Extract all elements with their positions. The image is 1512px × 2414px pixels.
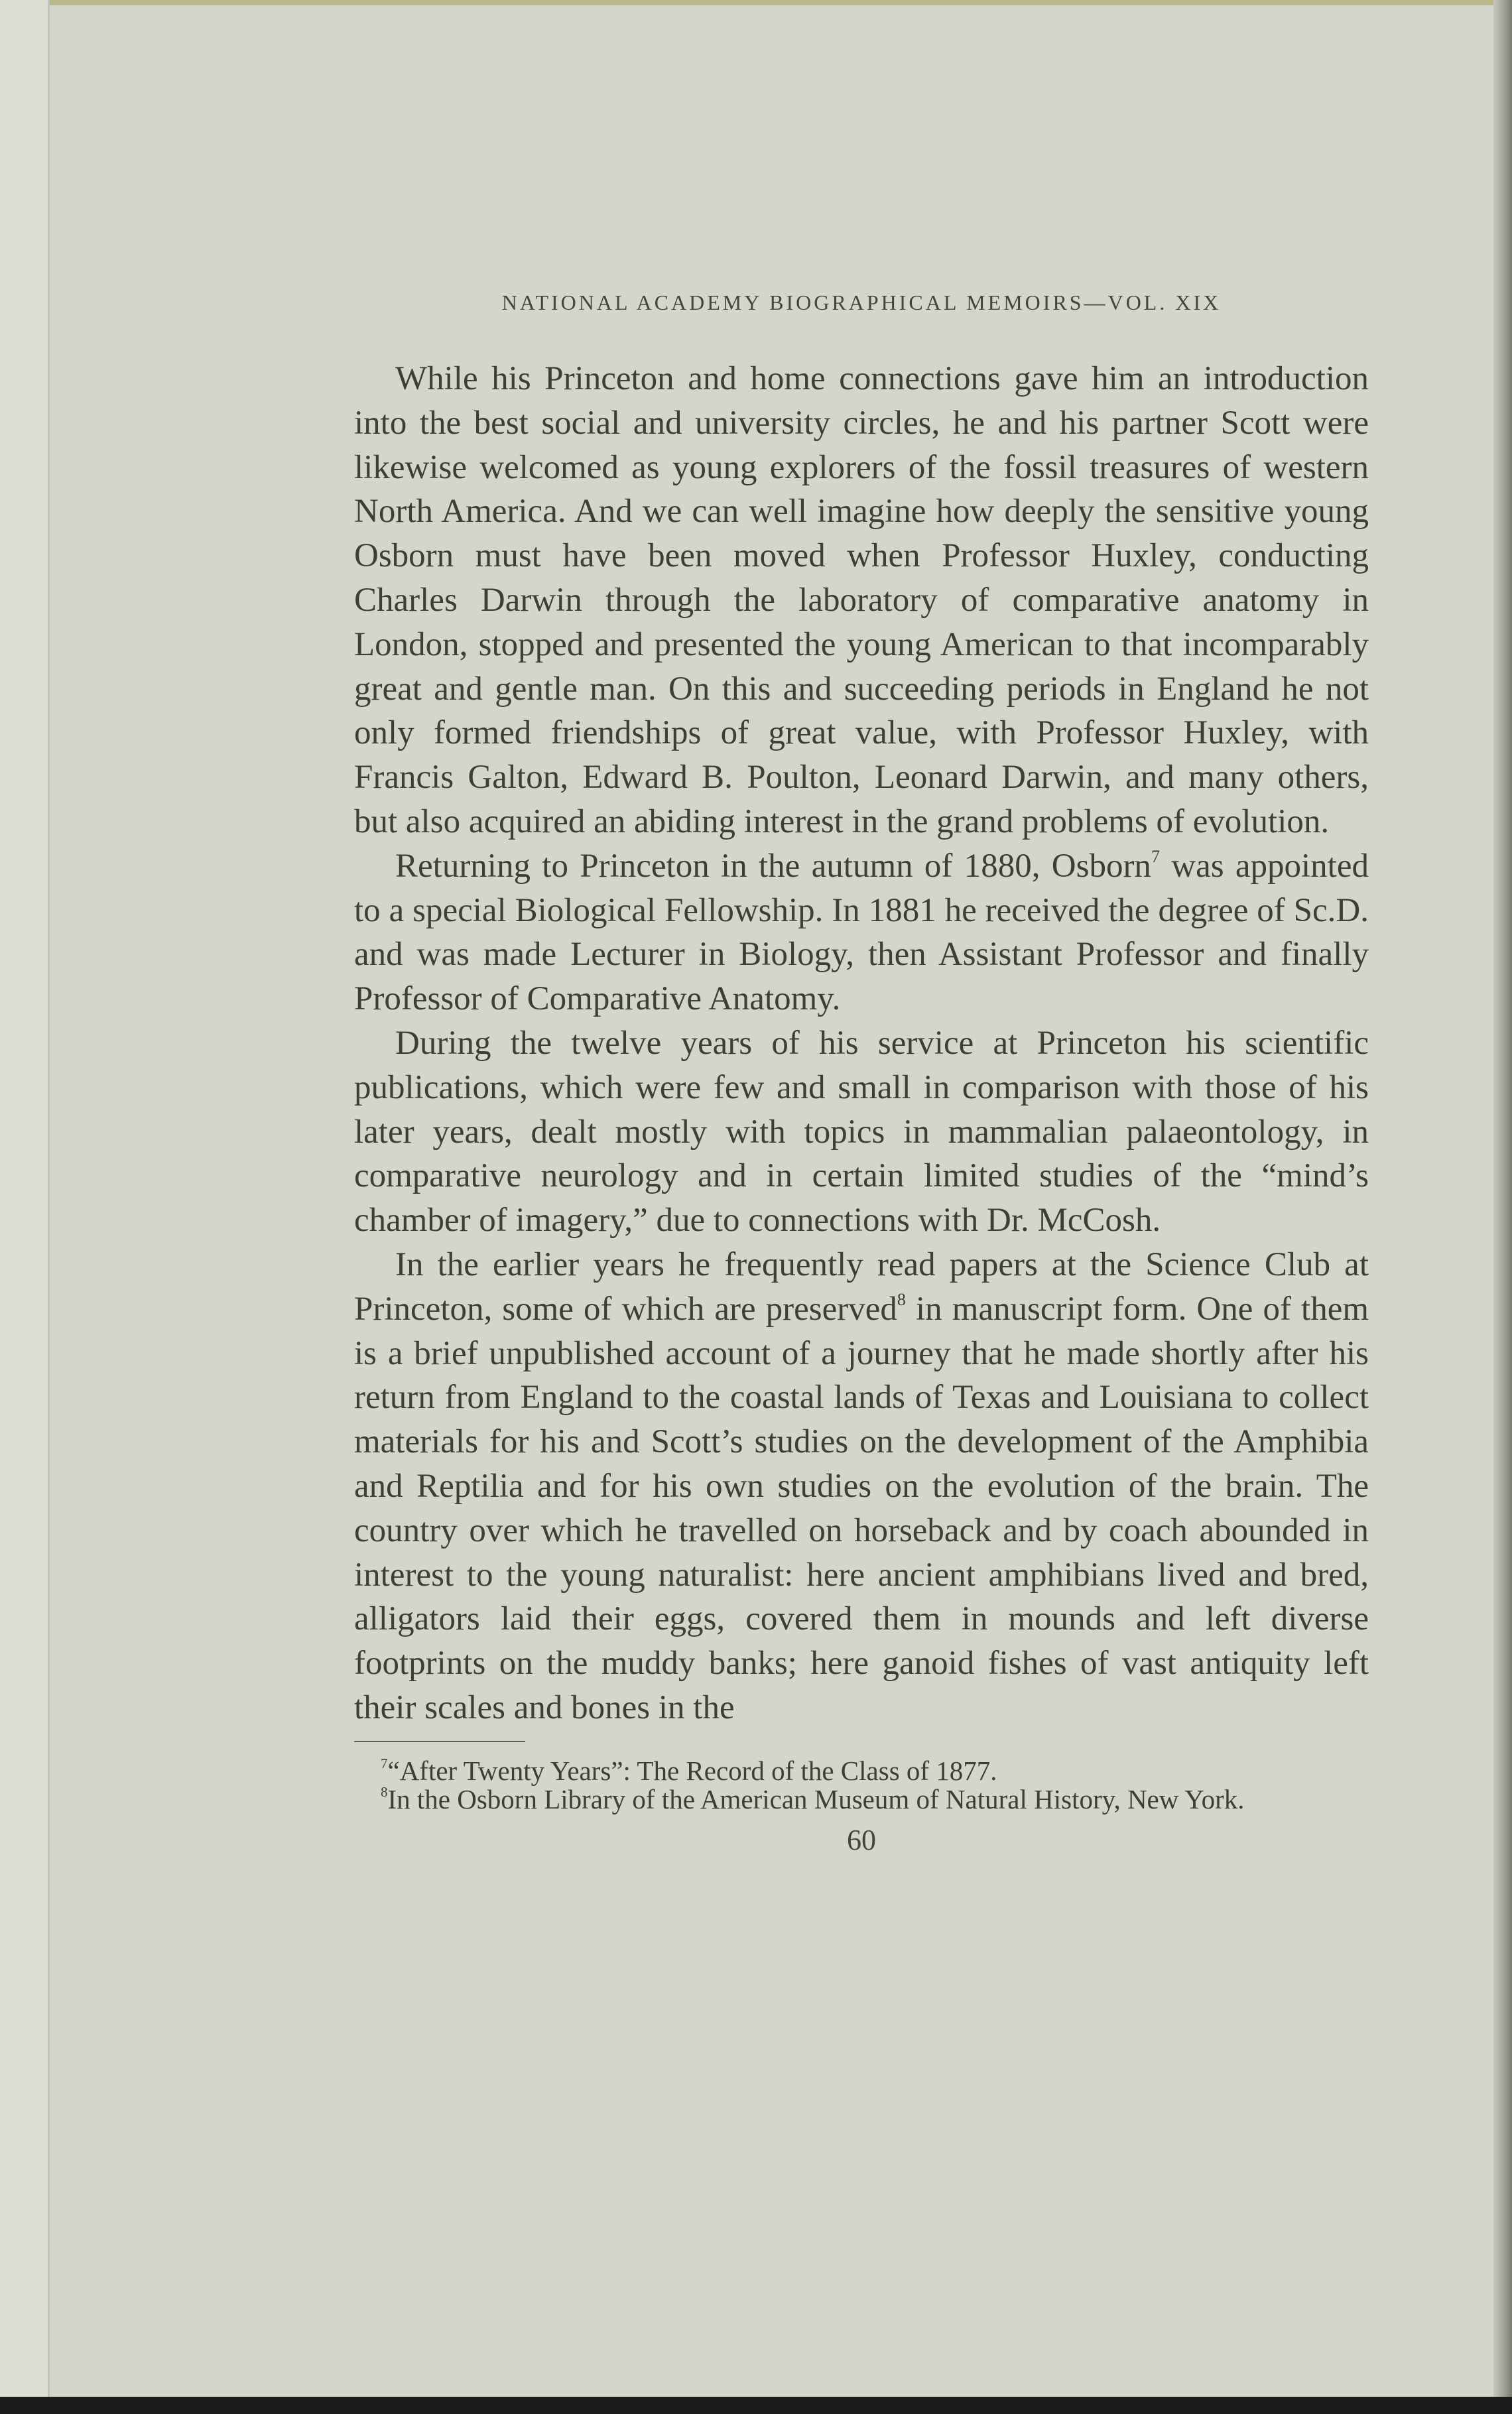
footnote-rule <box>354 1741 525 1742</box>
paragraph-4-part-2: in manuscript form. One of them is a brief unpublished account of a journey that he made shortly after his return from England to the coastal lands of Texas and Louisiana to collect materials for his and Scott’s studies on the development of the Amphibia and Reptilia and for his own studies on the evolution of the brain. The country over which he travelled on horseback and by coach abounded in interest to the young naturalist: here ancient amphibians lived and bred, alligators laid their eggs, covered them in mounds and left diverse footprints on the muddy banks; here ganoid fishes of vast antiquity left their scales and bones in the <box>354 1290 1369 1726</box>
paragraph-4-part-1: In the earlier years he frequently read papers at the Science Club at Princeton, some of which are preserved <box>354 1245 1369 1328</box>
top-edge-line <box>0 0 1512 5</box>
page-number: 60 <box>847 1823 876 1856</box>
footnote-8 <box>354 1785 1369 1814</box>
footnote-ref-7: 7 <box>1151 846 1160 866</box>
body-text <box>354 357 1369 1730</box>
binding-margin <box>0 0 50 2414</box>
paragraph-2-part-1: Returning to Princeton in the autumn of 1880, Osborn <box>395 847 1151 885</box>
footnote-8-number: 8 <box>381 1783 388 1800</box>
paragraph-2 <box>354 844 1369 1021</box>
footnote-7 <box>354 1757 1369 1785</box>
footnotes <box>354 1757 1369 1814</box>
paragraph-1: While his Princeton and home connections gave him an introduction into the best social and university circles, he and his partner Scott were likewise welcomed as young explorers of the fossil treasures of western North America. And we can well imagine how deeply the sensitive young Osborn must have been moved when Professor Huxley, conducting Charles Darwin through the laboratory of comparative anatomy in London, stopped and presented the young American to that incomparably great and gentle man. On this and succeeding periods in England he not only formed friendships of great value, with Professor Huxley, with Francis Galton, Edward B. Poulton, Leonard Darwin, and many others, but also acquired an abiding interest in the grand problems of evolution. <box>354 360 1369 840</box>
scan-bottom-border <box>0 2397 1512 2414</box>
footnote-7-text: “After Twenty Years”: The Record of the Class of 1877. <box>387 1755 997 1786</box>
footnote-ref-8: 8 <box>897 1289 906 1309</box>
running-head: NATIONAL ACADEMY BIOGRAPHICAL MEMOIRS—VOL. XIX <box>501 290 1222 314</box>
footnote-7-number: 7 <box>381 1755 388 1771</box>
footnote-8-text: In the Osborn Library of the American Museum of Natural History, New York. <box>387 1783 1245 1814</box>
paragraph-2-part-2: was appointed to a special Biological Fellowship. In 1881 he received the degree of Sc.D. and was made Lecturer in Biology, then Assistant Professor and finally Professor of Comparative Anatomy. <box>354 847 1369 1018</box>
paragraph-4 <box>354 1243 1369 1730</box>
paragraph-3: During the twelve years of his service at Princeton his scientific publications, which were few and small in comparison with those of his later years, dealt mostly with topics in mammalian palaeontology, in comparative neurology and in certain limited studies of the “mind’s chamber of imagery,” due to connections with Dr. McCosh. <box>354 1024 1369 1239</box>
page-edge <box>1493 0 1512 2414</box>
page-content <box>354 265 1369 1857</box>
